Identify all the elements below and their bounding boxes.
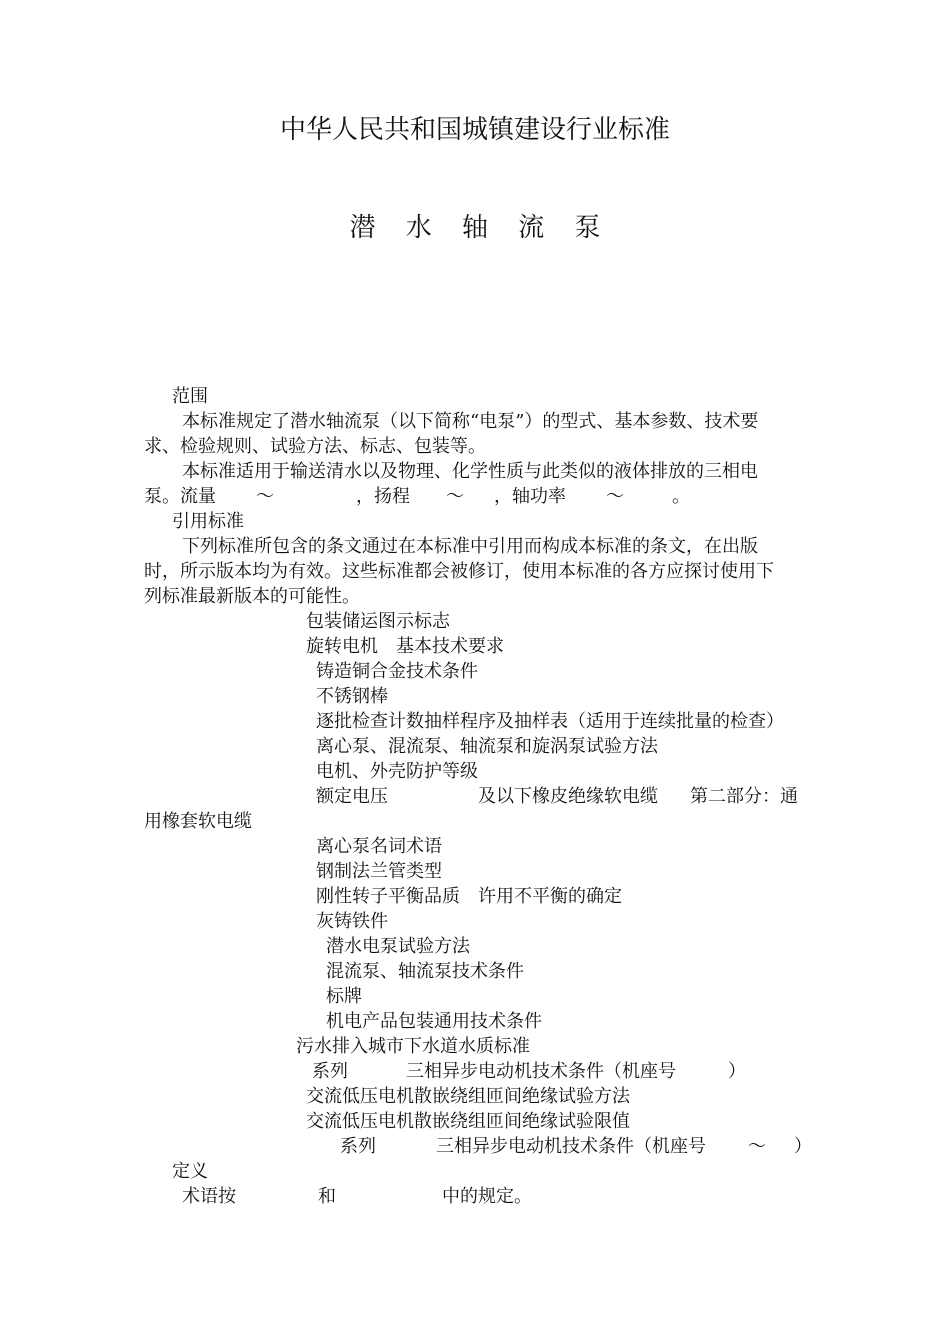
reference-motor2-title: 三相异步电动机技术条件（机座号 [436, 1136, 706, 1157]
definitions-terms-label: 术语按 [182, 1186, 236, 1207]
reference-item: 刚性转子平衡品质 许用不平衡的确定 [316, 886, 622, 907]
reference-motor2-tilde: ～ [748, 1136, 766, 1157]
reference-motor-title: 三相异步电动机技术条件（机座号 [406, 1061, 676, 1082]
reference-item: 交流低压电机散嵌绕组匝间绝缘试验限值 [306, 1111, 630, 1132]
reference-item: 钢制法兰管类型 [316, 861, 442, 882]
reference-item: 潜水电泵试验方法 [326, 936, 470, 957]
reference-item: 逐批检查计数抽样程序及抽样表（适用于连续批量的检查） [316, 711, 784, 732]
reference-item: 污水排入城市下水道水质标准 [296, 1036, 530, 1057]
scope-paragraph-1-line-2: 求、检验规则、试验方法、标志、包装等。 [144, 436, 486, 457]
reference-item: 机电产品包装通用技术条件 [326, 1011, 542, 1032]
reference-cable-continuation: 用橡套软电缆 [144, 811, 252, 832]
definitions-heading: 定义 [172, 1161, 208, 1182]
reference-item: 混流泵、轴流泵技术条件 [326, 961, 524, 982]
references-paragraph-line-1: 下列标准所包含的条文通过在本标准中引用而构成本标准的条文，在出版 [182, 536, 758, 557]
scope-paragraph-1-line-1: 本标准规定了潜水轴流泵（以下简称“电泵”）的型式、基本参数、技术要 [182, 411, 759, 432]
reference-item: 电机、外壳防护等级 [316, 761, 478, 782]
reference-motor2-close: ） [794, 1136, 812, 1157]
reference-item: 包装储运图示标志 [306, 611, 450, 632]
reference-cable-voltage: 额定电压 [316, 786, 388, 807]
scope-flow-label: 泵。流量 [144, 486, 216, 507]
scope-paragraph-2-line-1: 本标准适用于输送清水以及物理、化学性质与此类似的液体排放的三相电 [182, 461, 758, 482]
reference-item: 不锈钢棒 [316, 686, 388, 707]
reference-cable-part: 第二部分：通 [690, 786, 798, 807]
reference-item: 铸造铜合金技术条件 [316, 661, 478, 682]
scope-head-tilde: ～ [446, 486, 464, 507]
reference-item: 离心泵、混流泵、轴流泵和旋涡泵试验方法 [316, 736, 658, 757]
scope-power-tilde: ～ [606, 486, 624, 507]
reference-item: 标牌 [326, 986, 362, 1007]
references-paragraph-line-3: 列标准最新版本的可能性。 [144, 586, 360, 607]
scope-period: 。 [672, 486, 690, 507]
references-heading: 引用标准 [172, 511, 244, 532]
reference-motor-close: ） [728, 1061, 746, 1082]
definitions-rule-text: 中的规定。 [442, 1186, 532, 1207]
references-paragraph-line-2: 时，所示版本均为有效。这些标准都会被修订，使用本标准的各方应探讨使用下 [144, 561, 774, 582]
document-title: 潜 水 轴 流 泵 [349, 213, 601, 243]
scope-head-label: ，扬程 [356, 486, 410, 507]
reference-cable-title: 及以下橡皮绝缘软电缆 [478, 786, 658, 807]
reference-item: 离心泵名词术语 [316, 836, 442, 857]
scope-power-label: ，轴功率 [494, 486, 566, 507]
reference-motor2-series: 系列 [340, 1136, 376, 1157]
scope-heading: 范围 [172, 386, 208, 407]
definitions-and: 和 [318, 1186, 336, 1207]
scope-flow-tilde: ～ [256, 486, 274, 507]
reference-item: 旋转电机 基本技术要求 [306, 636, 504, 657]
reference-item: 灰铸铁件 [316, 911, 388, 932]
reference-motor-series: 系列 [312, 1061, 348, 1082]
reference-item: 交流低压电机散嵌绕组匝间绝缘试验方法 [306, 1086, 630, 1107]
standard-title: 中华人民共和国城镇建设行业标准 [279, 115, 670, 145]
